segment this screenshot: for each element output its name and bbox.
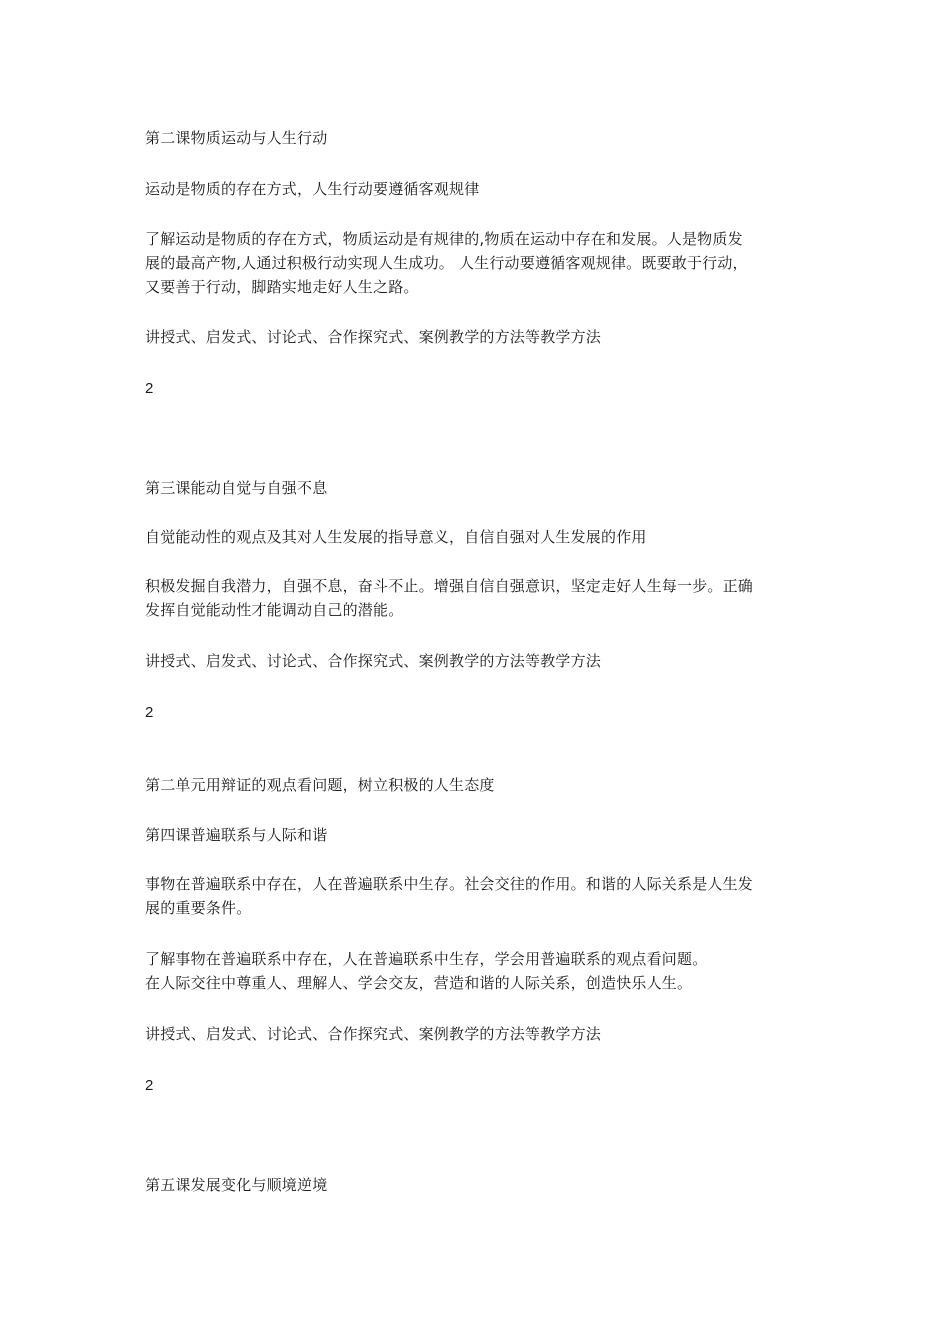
lesson5-title: 第五课发展变化与顺境逆境 xyxy=(145,1176,328,1194)
lesson4-goals-line-2: 在人际交往中尊重人、理解人、学会交友，营造和谐的人际关系，创造快乐人生。 xyxy=(145,974,693,992)
lesson2-hours: 2 xyxy=(145,380,154,397)
lesson2-goals-line-2: 展的最高产物,人通过积极行动实现人生成功。 人生行动要遵循客观规律。既要敢于行动， xyxy=(145,254,748,272)
lesson2-topic: 运动是物质的存在方式，人生行动要遵循客观规律 xyxy=(145,180,480,198)
lesson2-title: 第二课物质运动与人生行动 xyxy=(145,129,328,147)
lesson3-hours: 2 xyxy=(145,704,154,721)
lesson4-topic-line-2: 展的重要条件。 xyxy=(145,899,252,917)
lesson3-goals xyxy=(145,574,825,622)
lesson4-goals-line-1: 了解事物在普遍联系中存在，人在普遍联系中生存，学会用普遍联系的观点看问题。 xyxy=(145,950,708,968)
lesson3-title: 第三课能动自觉与自强不息 xyxy=(145,479,328,497)
lesson3-topic: 自觉能动性的观点及其对人生发展的指导意义，自信自强对人生发展的作用 xyxy=(145,528,647,546)
lesson2-goals xyxy=(145,227,825,299)
lesson4-title: 第四课普遍联系与人际和谐 xyxy=(145,826,328,844)
lesson4-topic-line-1: 事物在普遍联系中存在，人在普遍联系中生存。社会交往的作用。和谐的人际关系是人生发 xyxy=(145,875,754,893)
lesson3-goals-line-1: 积极发掘自我潜力，自强不息，奋斗不止。增强自信自强意识，坚定走好人生每一步。正确 xyxy=(145,577,754,595)
lesson2-methods: 讲授式、启发式、讨论式、合作探究式、案例教学的方法等教学方法 xyxy=(145,328,602,346)
lesson4-hours: 2 xyxy=(145,1077,154,1094)
lesson4-topic xyxy=(145,872,825,920)
lesson4-goals xyxy=(145,947,825,995)
lesson4-methods: 讲授式、启发式、讨论式、合作探究式、案例教学的方法等教学方法 xyxy=(145,1025,602,1043)
lesson3-methods: 讲授式、启发式、讨论式、合作探究式、案例教学的方法等教学方法 xyxy=(145,652,602,670)
unit2-title: 第二单元用辩证的观点看问题，树立积极的人生态度 xyxy=(145,776,495,794)
lesson3-goals-line-2: 发挥自觉能动性才能调动自己的潜能。 xyxy=(145,601,404,619)
lesson2-goals-line-3: 又要善于行动，脚踏实地走好人生之路。 xyxy=(145,278,419,296)
lesson2-goals-line-1: 了解运动是物质的存在方式，物质运动是有规律的,物质在运动中存在和发展。人是物质发 xyxy=(145,230,743,248)
